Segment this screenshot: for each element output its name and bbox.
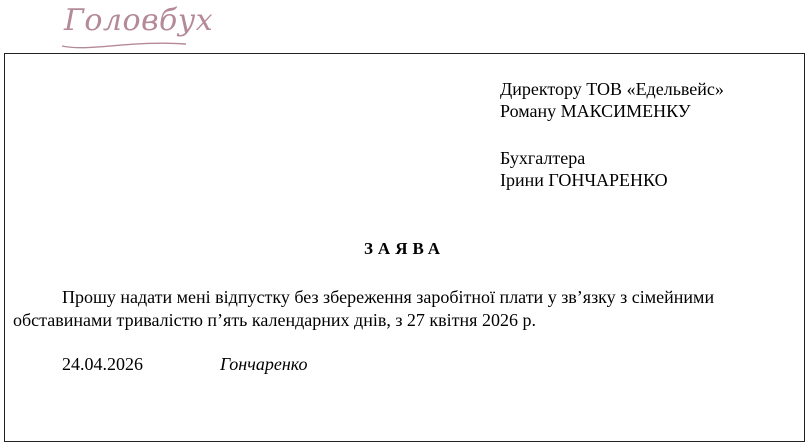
director-name: Роману МАКСИМЕНКУ [500,101,691,121]
document-title: ЗАЯВА [363,239,446,258]
addressee-author [500,147,668,191]
application-body: Прошу надати мені відпустку без збереження заробітної плати у зв’язку з сімейними обставинами тривалістю п’ять календарних днів, з 27 квітня 2026 р. [13,287,715,330]
application-date: 24.04.2026 [62,354,143,374]
author-name: Ірини ГОНЧАРЕНКО [500,170,668,190]
author-position: Бухгалтера [500,148,586,168]
logo-text: Головбух [64,3,214,38]
logo-swash-icon [60,38,188,52]
addressee-director [500,78,724,122]
director-position: Директору ТОВ «Едельвейс» [500,79,724,99]
signature: Гончаренко [220,354,308,374]
